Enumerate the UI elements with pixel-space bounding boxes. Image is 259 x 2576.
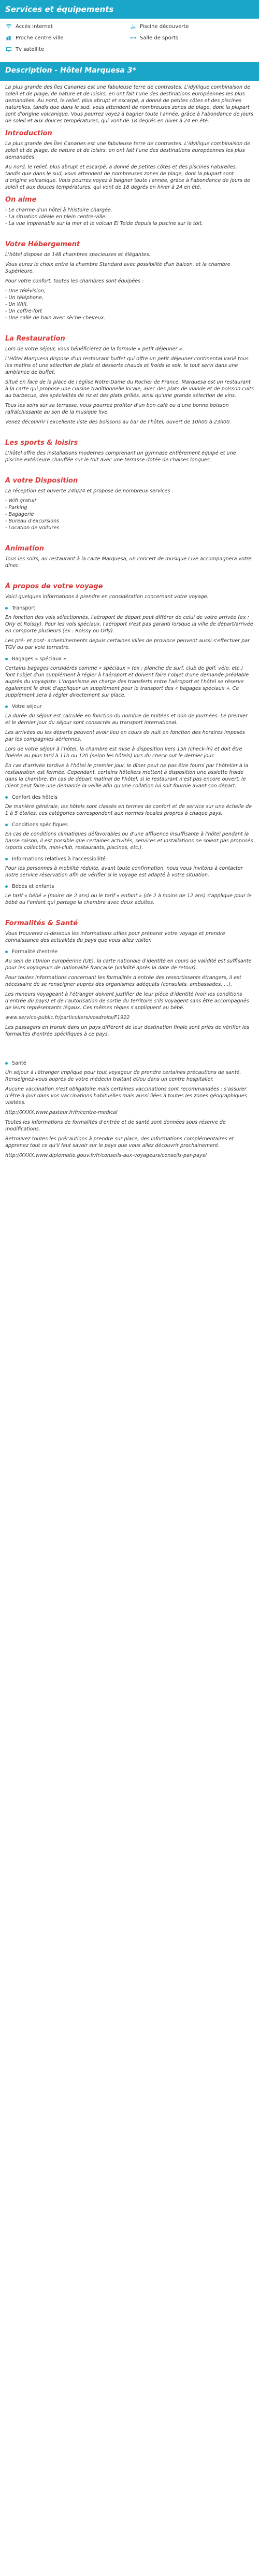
list-item: - Une salle de bain avec sèche-cheveux. xyxy=(5,315,106,321)
bullet-dot-icon xyxy=(5,1062,8,1065)
formalites-p3: Les mineurs voyageant à l'étranger doivent justifier de leur pièce d'identité (voir les conditions d'entrée du pays) et de l'autorisation de sortie du territoire s'ils voyagent sans être accompagnés de leurs représentants légaux. Ces mêmes règles s'appliquent au bébé. xyxy=(5,992,249,1011)
bullet-dot-icon xyxy=(5,796,8,799)
list-item: - Bureau d'excursions xyxy=(5,518,60,524)
list-item: - Location de voitures xyxy=(5,525,60,531)
restauration-p3: Situé en face de la place de l'église Notre-Dame du Rocher de France, Marquesa est un restaurant à la carte qui propose une cuisine traditionnelle locale, avec des plats de viande et de poisson cuits au barbecue, des spécialités de riz et des plats grillés, ainsi qu'une grande sélection de vins. xyxy=(5,379,254,399)
bullet-dot-icon xyxy=(5,885,8,888)
services-title: Services et équipements xyxy=(5,5,114,14)
pasteur-link[interactable]: http://XXXX.www.pasteur.fr/fr/centre-medical xyxy=(5,1110,118,1115)
horaires-p: Les arrivées ou les départs peuvent avoir lieu en cours de nuit en fonction des horaires imposés par les compagnies aériennes. xyxy=(5,730,245,742)
amenities-grid xyxy=(0,19,259,56)
hebergement-list xyxy=(5,288,254,321)
bebes-p: Le tarif « bébé » (moins de 2 ans) ou le tarif « enfant » (de 2 à moins de 12 ans) s'applique pour le bébé ou l'enfant qui partage la chambre avec deux adultes. xyxy=(5,893,252,905)
list-item: - Bagagerie xyxy=(5,512,34,517)
description-header xyxy=(0,62,259,81)
sports-p1: L'hôtel offre des installations modernes comprenant un gymnase entièrement équipé et une piscine extérieure chauffée sur le toit avec une terrasse dotée de chaises longues. xyxy=(5,450,236,463)
sante-p6: Aucune vaccination n'est obligatoire mais certaines vaccinations sont recommandées : s'assurer d'être à jour dans vos vaccinations habituelles mais aussi liées à toutes les zones géographiques visitées. xyxy=(5,1086,247,1106)
content xyxy=(0,84,259,1171)
formalites-p4: Les passagers en transit dans un pays différent de leur destination finale sont priés de vérifier les formalités d'entrée spécifiques à ce pays. xyxy=(5,1025,250,1037)
bullet-sejour: Votre séjour xyxy=(5,704,254,710)
introduction-p1: La plus grande des Îles Canaries est une fabuleuse terre de contrastes. L'idyllique combinaison de soleil et de plage, de nature et de loisirs, en ont fait l'une des destinations européennes les plus demandées. xyxy=(5,141,251,160)
hebergement-p1: L'hôtel dispose de 148 chambres spacieuses et élégantes. xyxy=(5,252,151,258)
chambre-p: Lors de votre séjour à l'hôtel, la chambre est mise à disposition vers 15h (check-in) et doit être libérée au plus tard à 11h ou 12h (selon les hôtels) lors du check-out le dernier jour. xyxy=(5,746,242,759)
amenity-gym: Salle de sports xyxy=(130,34,254,41)
bullet-conditions: Conditions spécifiques xyxy=(5,822,254,828)
sante-p5: Un séjour à l'étranger implique pour tout voyageur de prendre certaines précautions de santé. Renseignez-vous auprès de votre médecin traitant et/ou dans un centre hospitalier. xyxy=(5,1070,241,1082)
bullet-dot-icon xyxy=(5,607,8,610)
list-item: - La situation idéale en plein centre-ville. xyxy=(5,214,107,220)
sante-p7: Toutes les informations de formalités d'entrée et de santé sont données sous réserve de modifications. xyxy=(5,1120,226,1132)
hebergement-p2: Vous aurez le choix entre la chambre Standard avec possibilité d'un balcon, et la chambre Supérieure. xyxy=(5,262,231,274)
restauration-p5: Venez découvrir l'excellente liste des boissons au bar de l'hôtel, ouvert de 10h00 à 23h00. xyxy=(5,419,232,425)
on-aime-title: On aime xyxy=(5,196,37,204)
wifi-icon xyxy=(5,23,12,30)
tv-icon xyxy=(5,46,12,53)
conditions-p: En cas de conditions climatiques défavorables ou d'une affluence insuffisante à l'hôtel pendant la basse saison, il est possible que certaines activités, services et installations ne soient pas proposés (sports collectifs, mini-club, restaurants, piscines, etc.). xyxy=(5,831,253,851)
bullet-dot-icon xyxy=(5,824,8,826)
bullet-confort: Confort des hôtels xyxy=(5,795,254,800)
list-item: - Un téléphone, xyxy=(5,295,44,301)
bullet-dot-icon xyxy=(5,951,8,953)
list-item: - Le charme d'un hôtel à l'histoire chargée. xyxy=(5,207,112,213)
disposition-title: A votre Disposition xyxy=(5,477,78,485)
bullet-sante: Santé xyxy=(5,1060,254,1066)
list-item: - Un coffre-fort xyxy=(5,308,42,314)
gym-icon xyxy=(130,34,137,41)
disposition-p1: La réception est ouverte 24h/24 et propose de nombreux services : xyxy=(5,488,174,494)
apropos-title: À propos de votre voyage xyxy=(5,583,103,590)
duree-p: La durée du séjour est calculée en fonction du nombre de nuitées et non de journées. Le premier et le dernier jour du séjour sont consacrés au transport international. xyxy=(5,713,248,726)
bagages-p: Certains bagages considérés comme « spéciaux » (ex : planche de surf, club de golf, vélo, etc.) font l'objet d'un supplément à régler à l'aéroport et doivent faire l'objet d'une demande préalable auprès du voyagiste. L'organisme en charge des transferts entre l'aéroport et l'hôtel se réserve également le droit d'appliquer un supplément pour le transport des « bagages spéciaux ». Ce supplément sera à régler directement sur place. xyxy=(5,666,249,698)
formalites-title: Formalités & Santé xyxy=(5,919,78,927)
amenity-center: Proche centre ville xyxy=(5,34,130,41)
sante-p8: Retrouvez toutes les précautions à prendre sur place, des informations complémentaires et apprenez tout ce qu'il faut savoir sur le pays que vous allez découvrir prochainement. xyxy=(5,1136,234,1149)
on-aime-list xyxy=(5,207,254,227)
animation-title: Animation xyxy=(5,545,44,553)
city-center-icon xyxy=(5,34,12,41)
restauration-p1: Lors de votre séjour, vous bénéficierez de la formule « petit déjeuner ». xyxy=(5,346,184,352)
introduction-title: Introduction xyxy=(5,130,52,137)
bullet-formalite: Formalité d'entrée xyxy=(5,949,254,955)
pool-icon xyxy=(130,23,137,30)
formalites-p1: Au sein de l'Union européenne (UE), la carte nationale d'identité en cours de validité est suffisante pour les voyageurs de nationalité française (validité après la date de retour). xyxy=(5,958,252,971)
transport-p2: Les pré- et post- acheminements depuis certaines villes de province peuvent aussi s'effectuer par TGV ou par voie terrestre. xyxy=(5,638,250,650)
services-header xyxy=(0,0,259,19)
restauration-p4: Tous les soirs sur sa terrasse, vous pourrez profiter d'un bon café ou d'une bonne boisson rafraîchissante au son de la musique live. xyxy=(5,403,229,415)
disposition-list xyxy=(5,498,254,531)
diplomatie-link[interactable]: http://XXXX.www.diplomatie.gouv.fr/fr/conseils-aux-voyageurs/conseils-par-pays/ xyxy=(5,1153,207,1158)
list-item: - Un Wifi, xyxy=(5,302,28,307)
amenity-pool: Piscine découverte xyxy=(130,23,254,30)
service-public-link[interactable]: www.service-public.fr/particuliers/vosdroits/F1922 xyxy=(5,1015,130,1021)
confort-p: De manière générale, les hôtels sont classés en termes de confort et de service sur une échelle de 1 à 5 étoiles, ces catégories correspondent aux normes locales propres à chaque pays. xyxy=(5,804,252,816)
bullet-dot-icon xyxy=(5,658,8,660)
restauration-p2: L'Hôtel Marquesa dispose d'un restaurant buffet qui offre un petit déjeuner continental varié tous les matins et une sélection de plats et desserts chauds et froids le soir, le tout servi dans une ambiance de buffet. xyxy=(5,356,249,375)
restauration-title: La Restauration xyxy=(5,335,65,343)
transport-p1: En fonction des vols sélectionnés, l'aéroport de départ peut différer de celui de votre arrivée (ex : Orly et Roissy). Pour les vols spéciaux, l'aéroport n'est pas garanti lorsque la ville de départ/arrivée en comporte plusieurs (ex : Roissy ou Orly). xyxy=(5,615,253,634)
hebergement-title: Votre Hébergement xyxy=(5,240,80,248)
hebergement-p3: Pour votre confort, toutes les chambres sont équipées : xyxy=(5,278,144,284)
animation-p1: Tous les soirs, au restaurant à la carte Marquesa, un concert de musique Live accompagnera votre dîner. xyxy=(5,556,252,569)
list-item: - Wifi gratuit xyxy=(5,498,37,504)
apropos-intro: Voici quelques informations à prendre en considération concernant votre voyage. xyxy=(5,594,209,600)
bullet-accessibilite: Informations relatives à l'accessibilité xyxy=(5,856,254,862)
formalites-intro: Vous trouverez ci-dessous les informations utiles pour préparer votre voyage et prendre connaissance des actualités du pays que vous allez visiter. xyxy=(5,931,225,943)
list-item: - La vue imprenable sur la mer et le volcan El Teide depuis la piscine sur le toit. xyxy=(5,221,203,227)
amenity-tv: Tv satellite xyxy=(5,46,130,53)
introduction-p2: Au nord, le relief, plus abrupt et escarpé, a donné de petites côtes et des piscines naturelles, tandis que dans le sud, vous attendent de nombreuses zones de plage, dont la plupart sont d'origine volcanique. Vous pourrez voyez à baigner toute l'année, grâce à l'abondance de jours de soleil et aux douces températures, qui vont de 18 degrés en hiver à 24 en été. xyxy=(5,164,250,190)
arrivee-p: En cas d'arrivée tardive à l'hôtel le premier jour, le dîner peut ne pas être fourni par l'hôtelier à la restauration est fermée. Cependant, certains hôteliers mettent à disposition une assiette froide dans la chambre. En cas de départ matinal de l'hôtel, si le restaurant n'est pas encore ouvert, le client peut faire une demande la veille afin qu'une collation lui soit fournie avant son départ. xyxy=(5,763,249,789)
amenity-internet: Accès internet xyxy=(5,23,130,30)
sports-title: Les sports & loisirs xyxy=(5,439,78,447)
list-item: - Une télévision, xyxy=(5,288,46,294)
bullet-dot-icon xyxy=(5,858,8,860)
formalites-p2: Pour toutes informations concernant les formalités d'entrée des ressortissants étrangers, il est nécessaire de se renseigner auprès des organismes adéquats (consulats, ambassades, ...). xyxy=(5,975,241,987)
bullet-bebes: Bébés et enfants xyxy=(5,884,254,889)
handicap-p: Pour les personnes à mobilité réduite, avant toute confirmation, nous vous invitons à contacter notre service réservation afin de vérifier si le voyage est adapté à votre situation. xyxy=(5,866,243,878)
description-title: Description - Hôtel Marquesa 3* xyxy=(5,66,136,75)
bullet-bagages: Bagages « spéciaux » xyxy=(5,656,254,662)
bullet-transport: Transport xyxy=(5,605,254,611)
list-item: - Parking xyxy=(5,505,27,511)
intro-paragraph: La plus grande des Îles Canaries est une fabuleuse terre de contrastes. L'idyllique combinaison de soleil et de plage, de nature et de loisirs, en ont fait l'une des destinations européennes les plus demandées. Au nord, le relief, plus abrupt et escarpé, a donné de petites côtes et des piscines naturelles, tandis que dans le sud, vous attendent de nombreuses zones de plage, dont la plupart sont d'origine volcanique. Vous pourrez voyez à bagner toute l'année, grâce à l'abondance de jours de soleil et aux douces températures, qui vont de 18 degrés en hiver à 24 en été. xyxy=(5,84,253,124)
bullet-dot-icon xyxy=(5,705,8,708)
